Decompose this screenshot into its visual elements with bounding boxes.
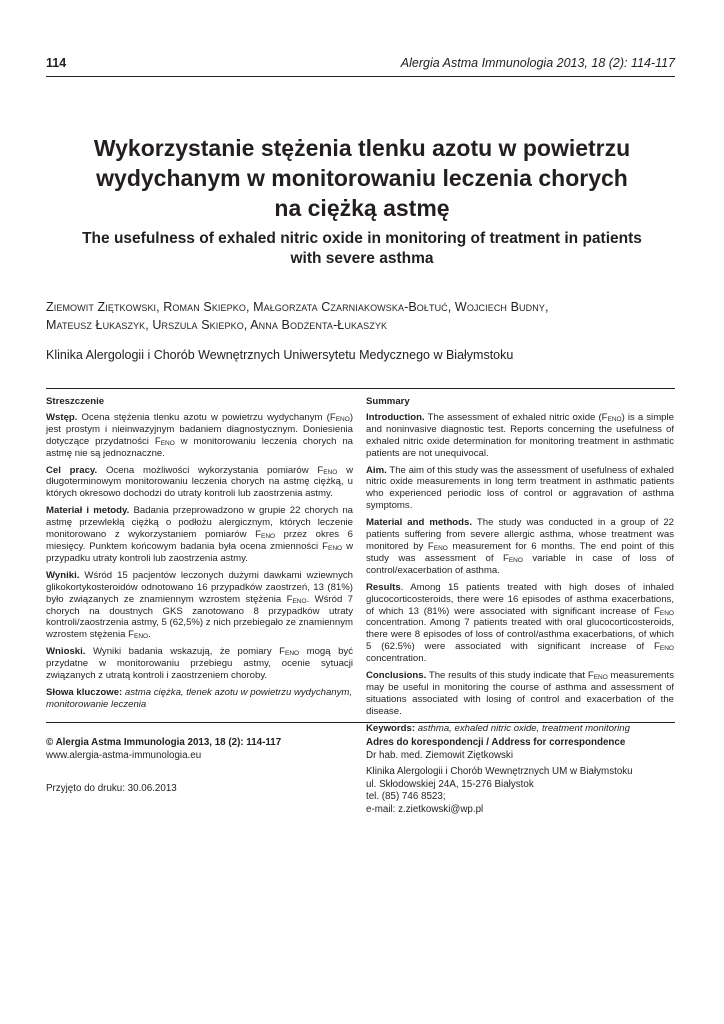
journal-citation: Alergia Astma Immunologia 2013, 18 (2): 114-117 — [400, 56, 675, 70]
section-text: Ocena stężenia tlenku azotu w powietrzu wydychanym $(F_{ENO})$ jest prostym i nieinwazyjnym badaniem diagnostycznym. Doniesienia dotyczące przydatności $F_{ENO}$ w monitorowaniu leczenia chorych na astmę nie są jednoznaczne. — [46, 411, 354, 459]
section-label: Introduction. — [366, 411, 425, 423]
keywords-text: astma ciężka, tlenek azotu w powietrzu wydychanym, monitorowanie leczenia — [46, 686, 353, 710]
abstract-section-conclusions — [366, 670, 674, 718]
section-text: The assessment of exhaled nitric oxide $(F_{ENO})$ is a simple and noninvasive diagnostic test. Reports concerning the usefulness of exhaled nitric oxide determination for monitoring treatment in asthmatic patients are not unequivocal. — [366, 411, 674, 459]
email-line: e-mail: z.zietkowski@wp.pl — [366, 803, 484, 815]
section-label: Cel pracy. — [46, 464, 98, 476]
title-polish-line: Wykorzystanie stężenia tlenku azotu w powietrzu — [93, 135, 631, 161]
abstract-section-results — [46, 570, 353, 641]
section-label: Conclusions. — [366, 670, 427, 682]
running-header — [46, 56, 675, 74]
section-text: The study was conducted in a group of 22 patients suffering from severe allergic asthma, whose treatment was monitored by $F_{ENO}$ measurement for 6 months. The end point of this study was assessment of $F_{ENO}$ variable in case of loss of control/exacerbation of asthma. — [366, 517, 675, 576]
keywords-label: Słowa kluczowe: — [46, 686, 123, 698]
section-text: Badania przeprowadzono w grupie 22 chorych na astmę przewlekłą ciężką o podłożu alergicznym, których leczenie monitorowano z wykorzystaniem pomiarów $F_{ENO}$ przez okres 6 miesięcy. Punktem końcowym badania była ocena zmienności $F_{ENO}$ w przypadku utraty kontroli lub zaostrzenia astmy. — [46, 505, 354, 564]
accepted-date: Przyjęto do druku: 30.06.2013 — [46, 783, 177, 794]
title-english-line: The usefulness of exhaled nitric oxide in monitoring of treatment in patients — [82, 230, 642, 247]
section-label: Material and methods. — [366, 517, 473, 529]
abstract-section-intro — [366, 412, 674, 460]
correspondence-address — [366, 737, 633, 816]
abstract-section-conclusions — [46, 646, 353, 682]
page-number: 114 — [46, 56, 67, 70]
section-label: Wnioski. — [46, 646, 86, 658]
abstract-section-aim — [366, 465, 674, 513]
journal-website: www.alergia-astma-immunologia.eu — [46, 749, 202, 761]
abstract-section-methods — [366, 517, 674, 577]
abstract-top-rule — [46, 388, 675, 389]
section-text: Wyniki badania wskazują, że pomiary $F_{ENO}$ mogą być przydatne w monitorowaniu przebiegu astmy, ocenie sytuacji związanych z utratą kontroli i zaostrzeniem choroby. — [46, 646, 353, 682]
publication-info — [46, 737, 281, 796]
title-polish-line: wydychanym w monitorowaniu leczenia chorych — [96, 165, 628, 191]
author-line: Mateusz Łukaszyk, Urszula Skiepko, Anna Bodzenta-Łukaszyk — [46, 318, 388, 332]
address-line: ul. Skłodowskiej 24A, 15-276 Białystok — [366, 778, 534, 790]
title-english — [40, 229, 684, 269]
abstract-english-heading: Summary — [366, 396, 410, 407]
abstract-section-intro — [46, 412, 353, 460]
abstract-polish-heading: Streszczenie — [46, 396, 105, 407]
correspondence-name: Dr hab. med. Ziemowit Ziętkowski — [366, 749, 513, 761]
section-label: Materiał i metody. — [46, 505, 130, 517]
header-rule — [46, 76, 675, 77]
title-english-line: with severe asthma — [290, 250, 434, 267]
title-polish-line: na ciężką astmę — [274, 195, 450, 221]
section-label: Results — [366, 581, 401, 593]
abstract-section-aim — [46, 465, 353, 501]
section-label: Aim. — [366, 464, 387, 476]
abstract-bottom-rule — [46, 722, 675, 723]
abstract-polish — [46, 396, 353, 716]
section-text: Ocena możliwości wykorzystania pomiarów $F_{ENO}$ w długoterminowym monitorowaniu leczenia chorych na astmę ciężką, u których okresowo dochodzi do utraty kontroli lub zaostrzenia astmy. — [46, 464, 354, 500]
phone-line: tel. (85) 746 8523; — [366, 791, 446, 802]
section-text: The results of this study indicate that $F_{ENO}$ measurements may be useful in monitoring the course of asthma and assessment of situations associated with losing of control and exacerbation of the disease. — [366, 670, 674, 717]
affiliation: Klinika Alergologii i Chorób Wewnętrznych Uniwersytetu Medycznego w Białymstoku — [46, 348, 514, 362]
abstract-keywords — [46, 687, 353, 711]
address-line: Klinika Alergologii i Chorób Wewnętrznych UM w Białymstoku — [366, 766, 633, 777]
abstract-section-methods — [46, 505, 353, 565]
author-list — [46, 298, 684, 334]
author-line: Ziemowit Ziętkowski, Roman Skiepko, Małgorzata Czarniakowska-Bołtuć, Wojciech Budny, — [46, 300, 549, 314]
abstract-section-results — [366, 582, 674, 665]
title-polish — [40, 133, 684, 223]
section-label: Wyniki. — [46, 569, 80, 581]
copyright-line: © Alergia Astma Immunologia 2013, 18 (2): 114-117 — [46, 737, 282, 748]
correspondence-heading: Adres do korespondencji / Address for correspondence — [366, 737, 626, 748]
keywords-text: asthma, exhaled nitric oxide, treatment monitoring — [417, 722, 630, 734]
section-label: Wstęp. — [46, 411, 78, 423]
section-text: The aim of this study was the assessment of usefulness of exhaled nitric oxide measurements in long term treatment in asthmatic patients who experienced periodic loss of control or aggravation of asthma symptoms. — [366, 464, 674, 512]
section-text: Wśród 15 pacjentów leczonych dużymi dawkami wziewnych glikokortykosteroidów odnotowano 16 przypadków zaostrzeń, 13 (81%) było związanych ze znamiennym wzrostem stężenia $F_{ENO}$. Wśród 7 chorych na doustnych GKS zanotowano 8 przypadków utraty kontroli/zaostrzenia astmy, 5 (62,5%) z nich przebiegało ze znamiennym wzrostem stężenia $F_{ENO}$. — [46, 569, 354, 641]
section-text: . Among 15 patients treated with high doses of inhaled glucocorticosteroids, there were 16 episodes of asthma exacerbations, of which 13 (81%) were associated with significant increase of $F_{ENO}$ concentration. Among 7 patients treated with oral glucocorticosteroids, there were 8 episodes of loss of control/asthma exacerbations, of which 5 (62.5%) were associated with significant increase of $F_{ENO}$ concentration. — [366, 581, 674, 665]
keywords-label: Keywords: — [366, 722, 416, 734]
abstract-keywords — [366, 723, 674, 735]
abstract-english — [366, 396, 674, 740]
